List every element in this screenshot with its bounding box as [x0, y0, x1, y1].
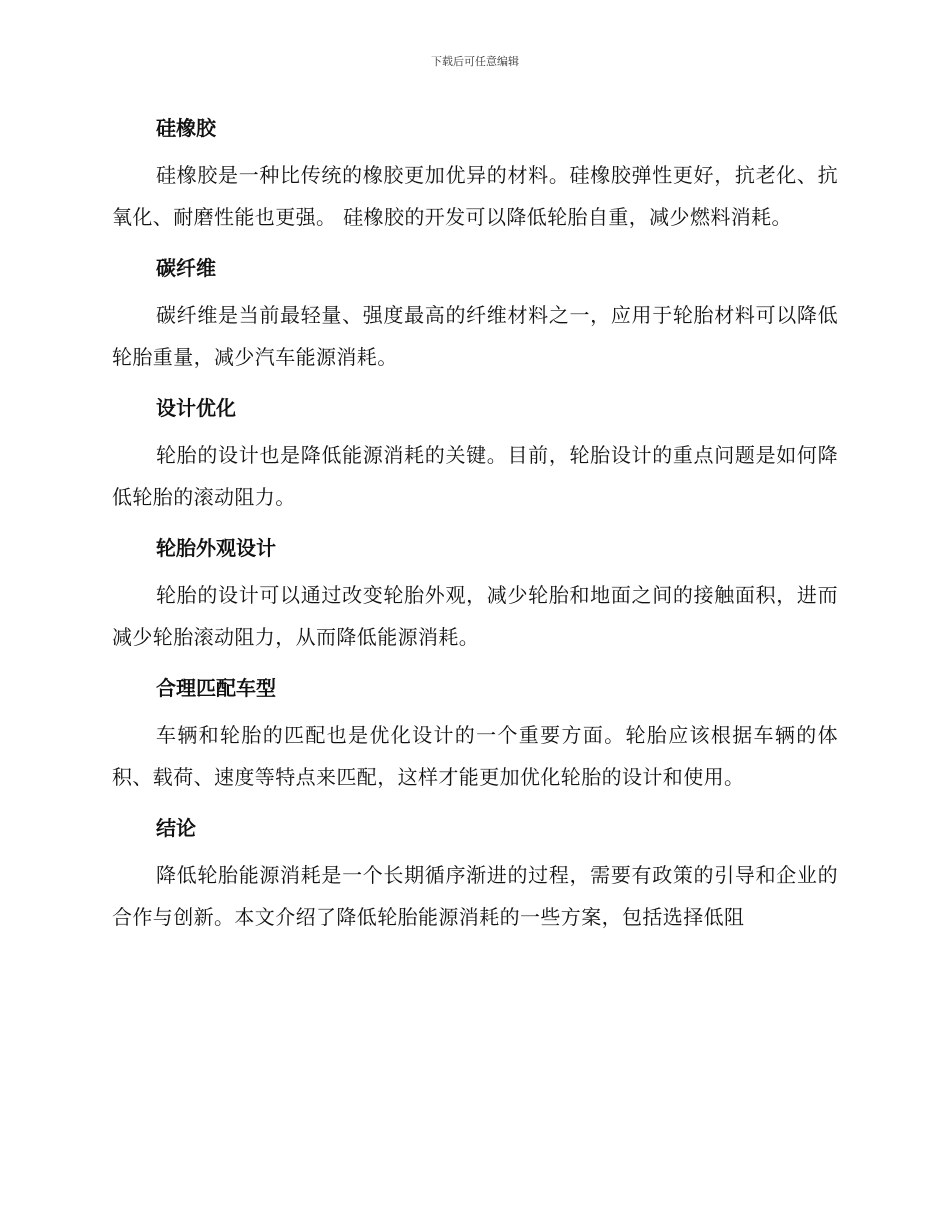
page-header: 下载后可任意编辑 [431, 55, 519, 68]
paragraph-tire-appearance-design: 轮胎的设计可以通过改变轮胎外观，减少轮胎和地面之间的接触面积，进而减少轮胎滚动阻力，从而降低能源消耗。 [112, 583, 838, 649]
document-body [112, 108, 838, 948]
section-heading-tire-appearance-design: 轮胎外观设计 [156, 536, 276, 560]
section-heading-carbon-fiber: 碳纤维 [156, 256, 216, 280]
section-heading-design-optimization: 设计优化 [156, 396, 236, 420]
section-heading-conclusion: 结论 [156, 816, 196, 840]
paragraph-carbon-fiber: 碳纤维是当前最轻量、强度最高的纤维材料之一，应用于轮胎材料可以降低轮胎重量，减少汽车能源消耗。 [112, 303, 838, 369]
section-heading-vehicle-matching: 合理匹配车型 [156, 676, 276, 700]
section-heading-silicone-rubber: 硅橡胶 [156, 116, 216, 140]
paragraph-conclusion: 降低轮胎能源消耗是一个长期循序渐进的过程，需要有政策的引导和企业的合作与创新。本文介绍了降低轮胎能源消耗的一些方案，包括选择低阻 [112, 863, 838, 929]
paragraph-design-optimization: 轮胎的设计也是降低能源消耗的关键。目前，轮胎设计的重点问题是如何降低轮胎的滚动阻力。 [112, 443, 838, 509]
paragraph-vehicle-matching: 车辆和轮胎的匹配也是优化设计的一个重要方面。轮胎应该根据车辆的体积、载荷、速度等特点来匹配，这样才能更加优化轮胎的设计和使用。 [112, 723, 838, 789]
paragraph-silicone-rubber: 硅橡胶是一种比传统的橡胶更加优异的材料。硅橡胶弹性更好，抗老化、抗氧化、耐磨性能也更强。 硅橡胶的开发可以降低轮胎自重，减少燃料消耗。 [112, 163, 838, 229]
